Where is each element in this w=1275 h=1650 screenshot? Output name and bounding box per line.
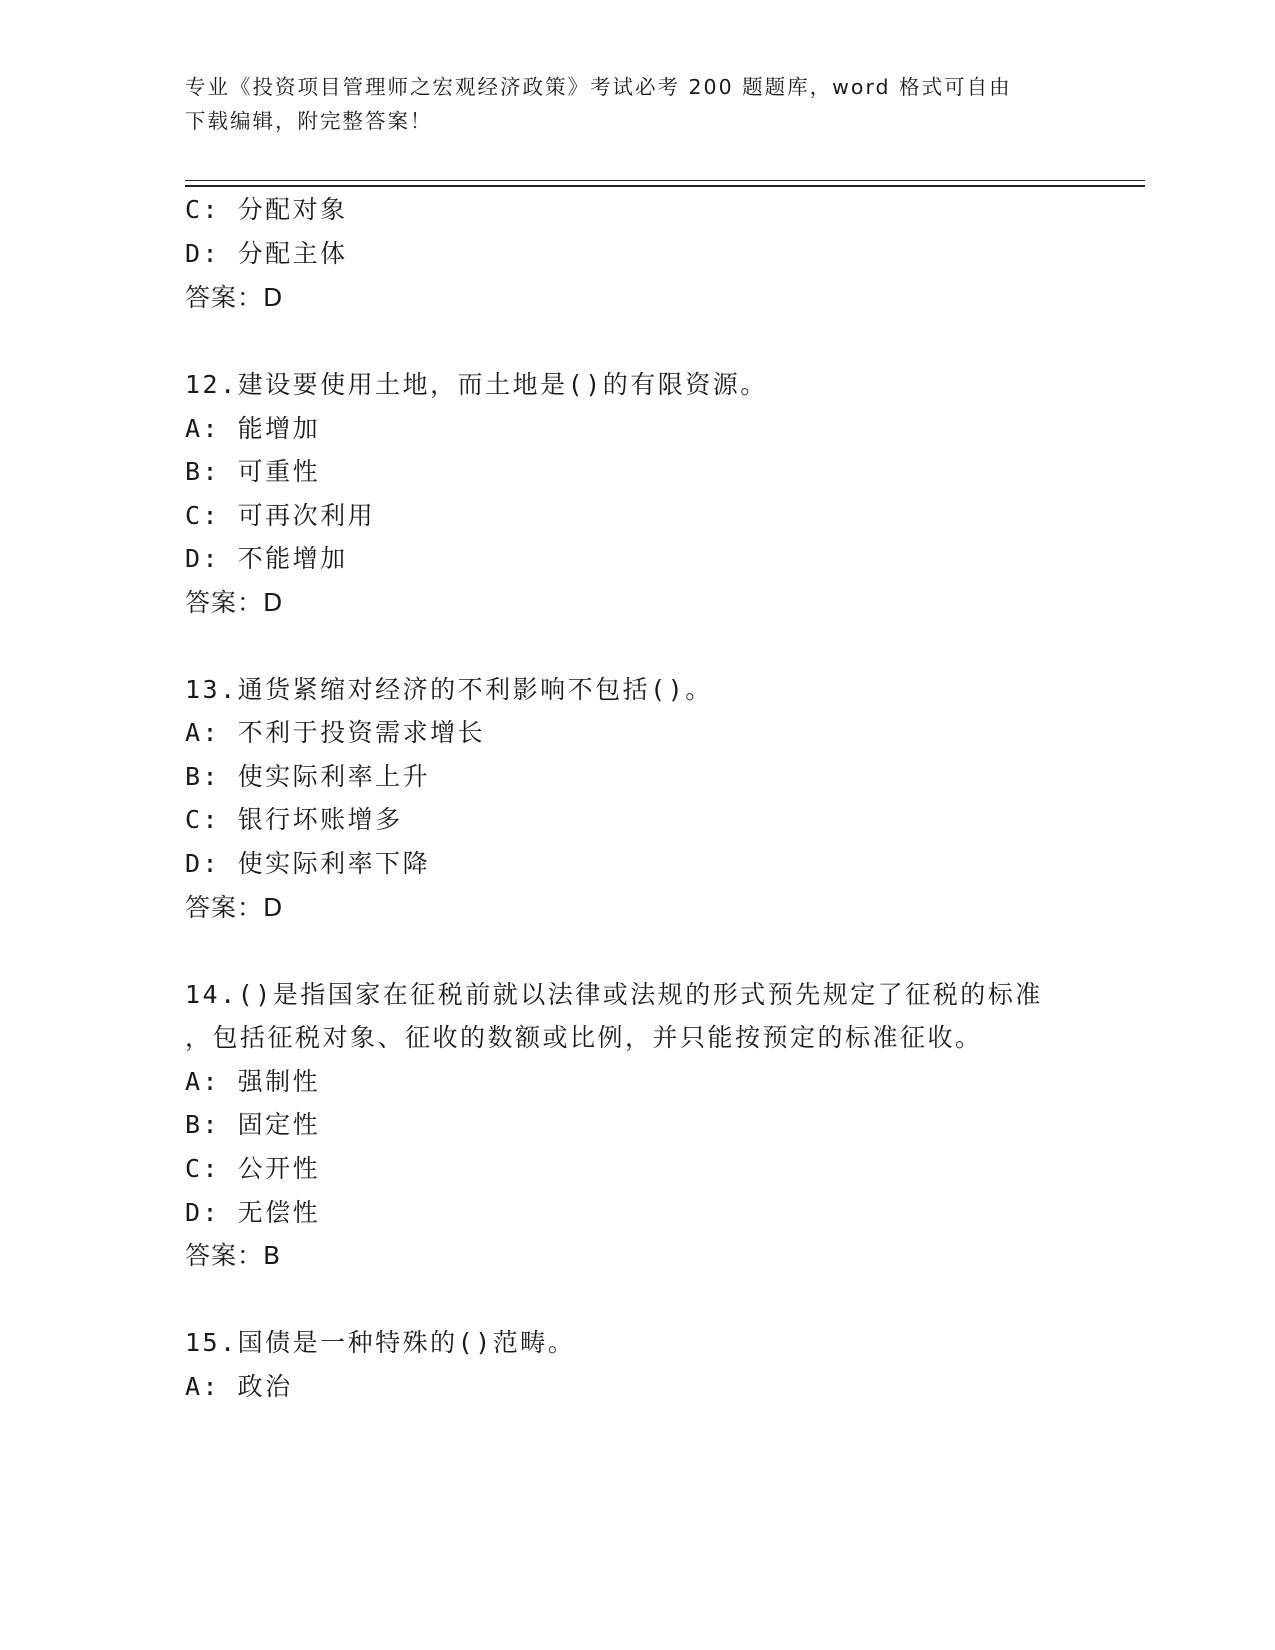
- q11-option-c: C: 分配对象: [185, 195, 348, 224]
- q13-option-a: A: 不利于投资需求增长: [185, 718, 486, 747]
- q13-stem: 13.通货紧缩对经济的不利影响不包括()。: [185, 675, 713, 704]
- q14-answer: 答案：B: [185, 1241, 282, 1270]
- q13-option-d: D: 使实际利率下降: [185, 849, 431, 878]
- header-line-2: 下载编辑，附完整答案！: [185, 109, 433, 133]
- q12-option-d: D: 不能增加: [185, 544, 348, 573]
- q14-stem-line-2: ，包括征税对象、征收的数额或比例，并只能按预定的标准征收。: [185, 1023, 983, 1052]
- header-line-1: 专业《投资项目管理师之宏观经济政策》考试必考 200 题题库，word 格式可自由: [185, 75, 1012, 99]
- q14-stem-line-1: 14.()是指国家在征税前就以法律或法规的形式预先规定了征税的标准: [185, 980, 1043, 1009]
- q11-option-d: D: 分配主体: [185, 239, 348, 268]
- document-header: [185, 70, 1065, 138]
- q12-option-c: C: 可再次利用: [185, 501, 376, 530]
- q13-option-c: C: 银行坏账增多: [185, 805, 403, 834]
- q14-option-b: B: 固定性: [185, 1110, 321, 1139]
- header-divider-thick: [185, 185, 1145, 187]
- q12-option-a: A: 能增加: [185, 414, 321, 443]
- q14-option-a: A: 强制性: [185, 1067, 321, 1096]
- q14-option-d: D: 无偿性: [185, 1198, 321, 1227]
- q12-stem: 12.建设要使用土地，而土地是()的有限资源。: [185, 370, 768, 399]
- q15-option-a: A: 政治: [185, 1372, 293, 1401]
- q12-option-b: B: 可重性: [185, 457, 321, 486]
- q14-option-c: C: 公开性: [185, 1154, 321, 1183]
- q15-stem: 15.国债是一种特殊的()范畴。: [185, 1328, 576, 1357]
- header-divider-thin: [185, 180, 1145, 181]
- q11-answer: 答案：D: [185, 283, 284, 312]
- q13-answer: 答案：D: [185, 893, 284, 922]
- q13-option-b: B: 使实际利率上升: [185, 762, 431, 791]
- q12-answer: 答案：D: [185, 588, 284, 617]
